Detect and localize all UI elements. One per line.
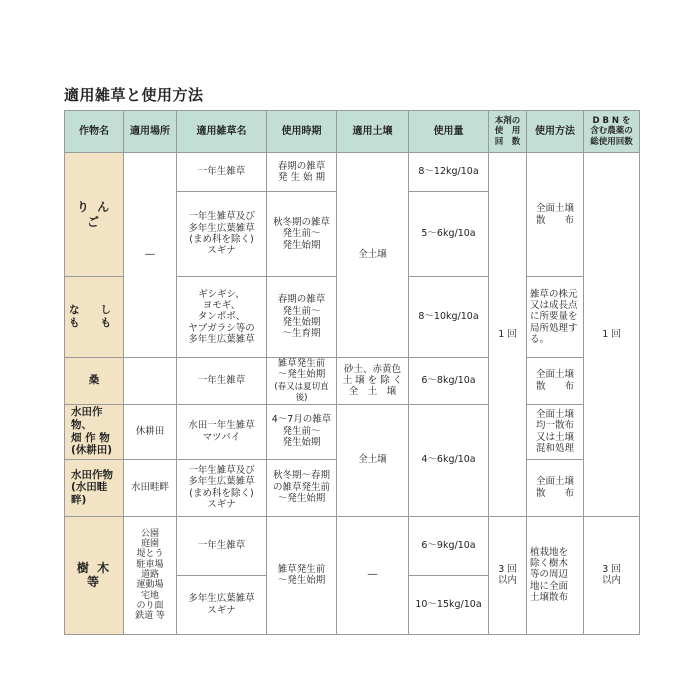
weed-cell: 一年生雑草 <box>177 516 267 575</box>
crop-mulberry: 桑 <box>65 358 124 405</box>
amount-cell: 6～8kg/10a <box>409 358 489 405</box>
method-trees: 植栽地を 除く樹木 等の周辺 地に全面 土壌散布 <box>527 516 584 634</box>
amount-cell: 6～9kg/10a <box>409 516 489 575</box>
method-cell: 雑草の株元 又は成長点 に所要量を 局所処理す る。 <box>527 277 584 358</box>
timing-cell: 春期の雑草 発 生 始 期 <box>267 153 337 192</box>
soil-all: 全土壌 <box>337 153 409 358</box>
timing-cell: 秋冬期～春期 の雑草発生前 ～発生始期 <box>267 459 337 516</box>
timing-cell: 4～7月の雑草 発生前～ 発生始期 <box>267 404 337 459</box>
timing-cell: 雑草発生前 ～発生始期 <box>267 516 337 634</box>
header-timing: 使用時期 <box>267 111 337 153</box>
place-dash: ― <box>124 153 177 358</box>
table-row <box>65 404 640 459</box>
weed-cell: 一年生雑草 <box>177 153 267 192</box>
header-dbn: D B N を 含む農薬の 総使用回数 <box>584 111 640 153</box>
timing-cell: 春期の雑草 発生前～ 発生始期 ～生育期 <box>267 277 337 358</box>
header-place: 適用場所 <box>124 111 177 153</box>
crop-pear-peach: な し も も <box>65 277 124 358</box>
place-trees: 公園 庭園 堤とう 駐車場 道路 運動場 宅地 のり面 鉄道 等 <box>124 516 177 634</box>
table-row <box>65 516 640 575</box>
header-soil: 適用土壌 <box>337 111 409 153</box>
amount-cell: 10～15kg/10a <box>409 575 489 634</box>
dbn-cell: 1 回 <box>584 153 640 517</box>
timing-note: (春又は夏切直後) <box>274 381 329 404</box>
header-count: 本剤の 使 用 回 数 <box>489 111 527 153</box>
method-cell: 全面土壌 散 布 <box>527 358 584 405</box>
header-row <box>65 111 640 153</box>
place-ridge: 水田畦畔 <box>124 459 177 516</box>
dbn-trees: 3 回 以内 <box>584 516 640 634</box>
table-row <box>65 358 640 405</box>
header-method: 使用方法 <box>527 111 584 153</box>
weed-cell: ギシギシ、 ヨモギ、 タンポポ、 ヤブガラシ等の 多年生広葉雑草 <box>177 277 267 358</box>
herbicide-usage-table <box>64 110 640 635</box>
timing-main: 雑草発生前 ～発生始期 <box>277 358 326 381</box>
place-fallow: 休耕田 <box>124 404 177 459</box>
weed-cell: 多年生広葉雑草 スギナ <box>177 575 267 634</box>
crop-apple: り ん ご <box>65 153 124 277</box>
weed-cell: 一年生雑草 <box>177 358 267 405</box>
soil-mulberry: 砂土、赤黄色 土 壌 を 除 く 全 土 壌 <box>337 358 409 405</box>
crop-paddy-ridge: 水田作物 (水田畦畔) <box>65 459 124 516</box>
weed-cell: 水田一年生雑草 マツバイ <box>177 404 267 459</box>
method-cell: 全面土壌 散 布 <box>527 153 584 277</box>
place-empty <box>124 358 177 405</box>
method-cell: 全面土壌 散 布 <box>527 459 584 516</box>
amount-cell: 5～6kg/10a <box>409 191 489 276</box>
timing-cell: 秋冬期の雑草 発生前～ 発生始期 <box>267 191 337 276</box>
page-title: 適用雑草と使用方法 <box>64 86 204 104</box>
timing-cell <box>267 358 337 405</box>
table-row <box>65 153 640 192</box>
weed-cell: 一年生雑草及び 多年生広葉雑草 (まめ科を除く) スギナ <box>177 459 267 516</box>
crop-upland: 水田作物、 畑 作 物 (休耕田) <box>65 404 124 459</box>
soil-trees: ― <box>337 516 409 634</box>
crop-trees: 樹 木 等 <box>65 516 124 634</box>
header-weeds: 適用雑草名 <box>177 111 267 153</box>
count-trees: 3 回 以内 <box>489 516 527 634</box>
method-cell: 全面土壌 均一散布 又は土壌 混和処理 <box>527 404 584 459</box>
header-crop: 作物名 <box>65 111 124 153</box>
amount-cell: 8～12kg/10a <box>409 153 489 192</box>
count-cell: 1 回 <box>489 153 527 517</box>
amount-cell: 4～6kg/10a <box>409 404 489 516</box>
soil-paddy: 全土壌 <box>337 404 409 516</box>
weed-cell: 一年生雑草及び 多年生広葉雑草 (まめ科を除く) スギナ <box>177 191 267 276</box>
header-amount: 使用量 <box>409 111 489 153</box>
amount-cell: 8～10kg/10a <box>409 277 489 358</box>
